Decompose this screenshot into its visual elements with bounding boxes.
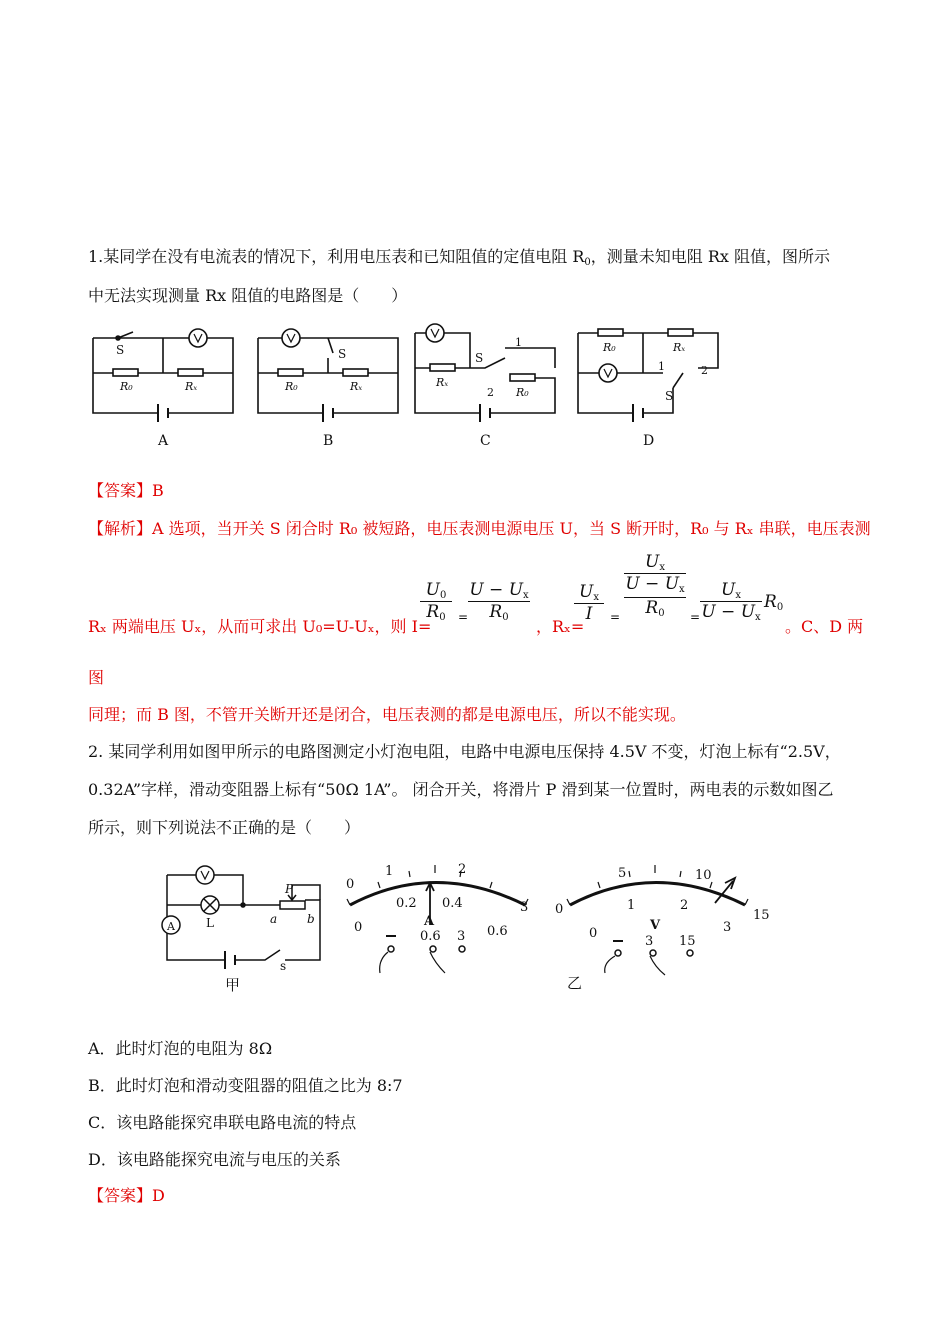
svg-text:0.6: 0.6 bbox=[487, 924, 508, 939]
svg-text:5: 5 bbox=[618, 866, 627, 881]
svg-text:R₀: R₀ bbox=[603, 341, 616, 354]
q2-line3: 所示，则下列说法不正确的是（ ） bbox=[88, 818, 361, 837]
svg-text:A: A bbox=[167, 920, 175, 933]
svg-text:0: 0 bbox=[589, 926, 598, 941]
q2-option-c: C．该电路能探究串联电路电流的特点 bbox=[88, 1113, 357, 1132]
q1-line2: 中无法实现测量 Rx 阻值的电路图是（ ） bbox=[88, 286, 408, 305]
q2-line1: 2. 某同学利用如图甲所示的电路图测定小灯泡电阻，电路中电源电压保持 4.5V 不变，灯泡上标有“2.5V， bbox=[88, 742, 841, 761]
formula-equals-3: = bbox=[690, 610, 701, 624]
svg-text:乙: 乙 bbox=[567, 974, 583, 992]
formula-u0-over-r0: $\frac{U_0}{R_0}$ bbox=[420, 580, 452, 623]
q1-analysis-line3: 图 bbox=[88, 668, 105, 687]
svg-text:0: 0 bbox=[555, 902, 564, 917]
svg-text:S: S bbox=[475, 351, 484, 365]
formula-compound-fraction: $U_x$ $U - U_x$ $R_0$ bbox=[625, 552, 685, 619]
svg-text:10: 10 bbox=[695, 868, 712, 883]
svg-text:Rₓ: Rₓ bbox=[436, 376, 449, 389]
q1-analysis-line2a: Rₓ 两端电压 Uₓ，从而可求出 U₀=U-Uₓ，则 I= bbox=[88, 617, 432, 636]
svg-text:R₀: R₀ bbox=[516, 386, 529, 399]
q1-analysis-line2c: 。C、D 两 bbox=[785, 617, 864, 636]
svg-text:B: B bbox=[323, 433, 334, 449]
svg-text:S: S bbox=[665, 389, 674, 403]
svg-text:A: A bbox=[158, 433, 169, 449]
svg-text:3: 3 bbox=[723, 920, 732, 935]
q2-answer: 【答案】D bbox=[88, 1186, 165, 1205]
svg-text:Rₓ: Rₓ bbox=[350, 380, 363, 393]
formula-ux-over-u-minus-ux-times-r0: $\frac{U_x}{U - U_x}$ bbox=[701, 580, 761, 623]
svg-text:P: P bbox=[285, 882, 294, 896]
svg-text:2: 2 bbox=[458, 862, 467, 877]
circuit-c bbox=[415, 324, 555, 449]
svg-text:2: 2 bbox=[487, 386, 494, 399]
q2-ammeter bbox=[340, 855, 540, 985]
circuit-b bbox=[258, 329, 398, 449]
svg-text:2: 2 bbox=[701, 364, 708, 377]
svg-text:3: 3 bbox=[520, 900, 529, 915]
svg-text:C: C bbox=[480, 433, 491, 449]
formula-r0-factor: $R_0$ bbox=[764, 592, 784, 613]
svg-text:S: S bbox=[338, 347, 347, 361]
q1-analysis-line2b: ，Rₓ= bbox=[536, 617, 585, 636]
svg-text:0.4: 0.4 bbox=[442, 896, 463, 911]
svg-text:Rₓ: Rₓ bbox=[185, 380, 198, 393]
formula-ux-over-i: $\frac{U_x}{I}$ bbox=[574, 582, 604, 624]
svg-text:V: V bbox=[650, 918, 661, 933]
svg-text:0: 0 bbox=[346, 877, 355, 892]
circuit-a bbox=[93, 329, 233, 449]
svg-text:甲: 甲 bbox=[225, 976, 241, 994]
svg-text:b: b bbox=[307, 912, 315, 926]
q2-option-d: D．该电路能探究电流与电压的关系 bbox=[88, 1150, 341, 1169]
svg-text:S: S bbox=[116, 343, 125, 357]
svg-text:1: 1 bbox=[515, 336, 522, 349]
q2-circuit-jia bbox=[155, 855, 325, 995]
q1-analysis-line1: 【解析】A 选项，当开关 S 闭合时 R₀ 被短路，电压表测电源电压 U，当 S 断开时，R₀ 与 Rₓ 串联，电压表测 bbox=[88, 519, 871, 538]
q2-option-b: B．此时灯泡和滑动变阻器的阻值之比为 8:7 bbox=[88, 1076, 403, 1095]
svg-text:0.2: 0.2 bbox=[396, 896, 417, 911]
svg-text:1: 1 bbox=[658, 360, 665, 373]
formula-equals-2: = bbox=[610, 610, 621, 624]
formula-u-minus-ux-over-r0: $\frac{U - U_x}{R_0}$ bbox=[469, 580, 529, 623]
q1-analysis-line4: 同理；而 B 图，不管开关断开还是闭合，电压表测的都是电源电压，所以不能实现。 bbox=[88, 705, 686, 724]
q1-answer: 【答案】B bbox=[88, 481, 164, 500]
svg-text:s: s bbox=[280, 959, 287, 973]
svg-text:15: 15 bbox=[679, 934, 696, 949]
svg-text:D: D bbox=[643, 433, 655, 449]
circuit-d bbox=[578, 329, 718, 449]
q1-line1: 1.某同学在没有电流表的情况下，利用电压表和已知阻值的定值电阻 $R_0$，测量未知电阻 Rx 阻值，图所示 bbox=[88, 247, 831, 268]
svg-text:0: 0 bbox=[354, 920, 363, 935]
svg-text:a: a bbox=[270, 912, 278, 926]
svg-text:0.6: 0.6 bbox=[420, 929, 441, 944]
q1-circuit-figure bbox=[88, 318, 738, 453]
svg-text:15: 15 bbox=[753, 908, 770, 923]
svg-text:2: 2 bbox=[680, 898, 689, 913]
svg-text:1: 1 bbox=[385, 864, 394, 879]
formula-equals-1: = bbox=[458, 610, 469, 624]
svg-text:R₀: R₀ bbox=[285, 380, 298, 393]
svg-text:Rₓ: Rₓ bbox=[673, 341, 686, 354]
svg-text:A: A bbox=[424, 914, 435, 929]
q2-option-a: A．此时灯泡的电阻为 8Ω bbox=[88, 1039, 273, 1058]
svg-text:3: 3 bbox=[645, 934, 654, 949]
svg-text:L: L bbox=[206, 916, 214, 930]
svg-text:3: 3 bbox=[457, 929, 466, 944]
svg-text:1: 1 bbox=[627, 898, 636, 913]
svg-text:R₀: R₀ bbox=[120, 380, 133, 393]
q2-voltmeter bbox=[555, 855, 775, 995]
q2-line2: 0.32A”字样，滑动变阻器上标有“50Ω 1A”。 闭合开关，将滑片 P 滑到某一位置时，两电表的示数如图乙 bbox=[88, 780, 834, 799]
